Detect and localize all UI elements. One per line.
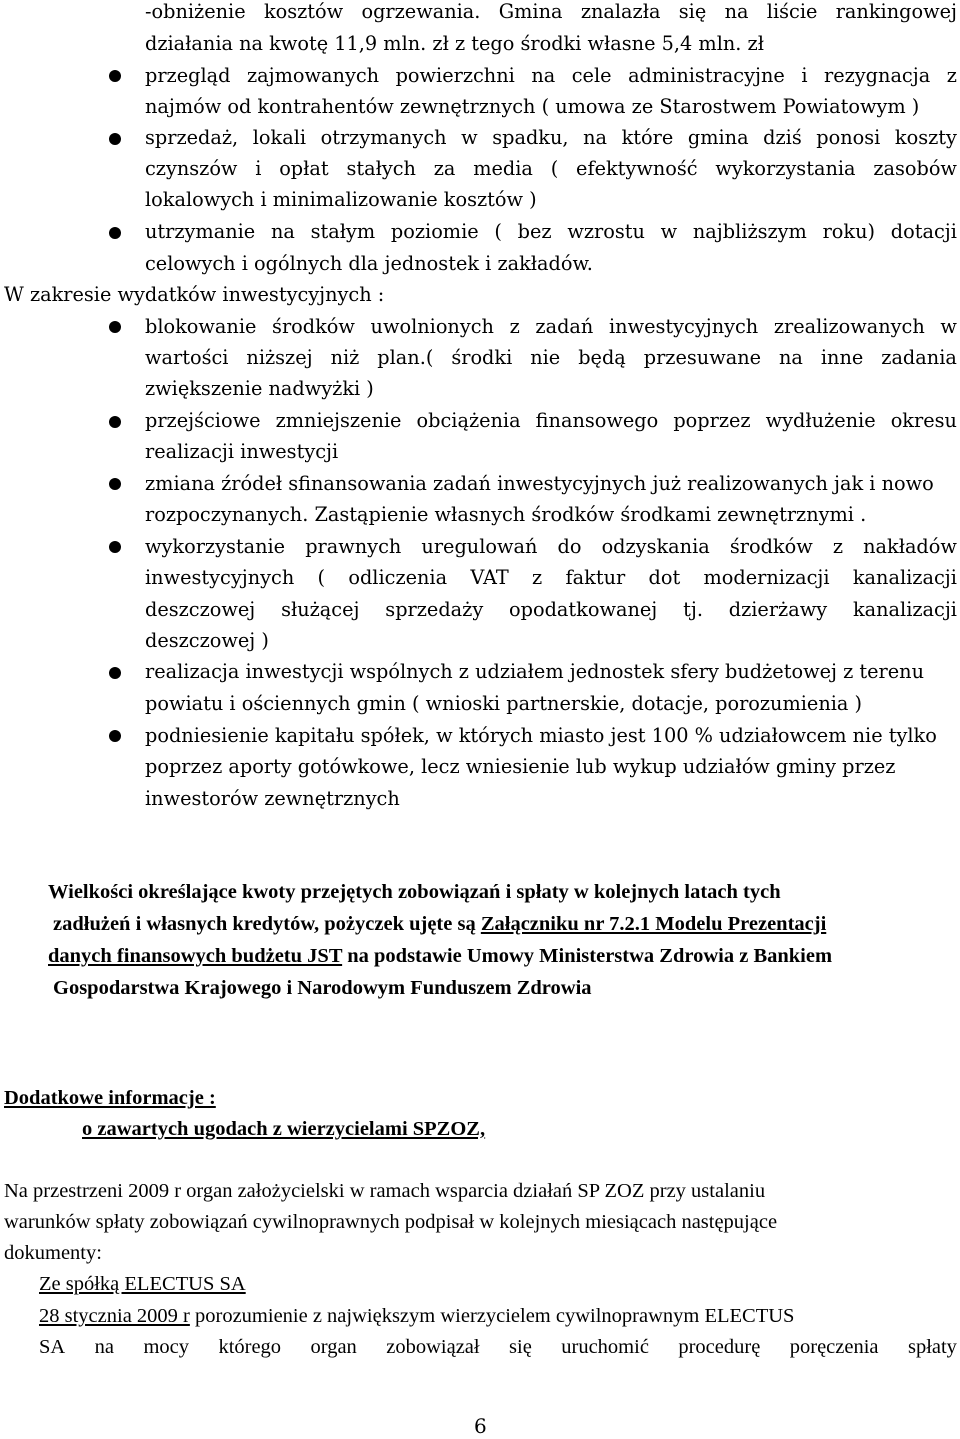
text-line bbox=[145, 60, 957, 91]
word: którego bbox=[218, 1336, 282, 1358]
word: wartości bbox=[145, 346, 229, 369]
bullet-icon bbox=[109, 541, 121, 553]
word: ogrzewania. bbox=[361, 0, 481, 23]
text-line bbox=[39, 1332, 957, 1363]
text-line: realizacji inwestycji bbox=[145, 440, 339, 463]
word: i bbox=[801, 64, 808, 87]
text-line bbox=[145, 216, 957, 247]
word: dotacji bbox=[890, 220, 957, 243]
bullet-icon bbox=[109, 70, 121, 82]
word: uwolnionych bbox=[370, 315, 494, 338]
word: inwestycyjnych bbox=[145, 566, 295, 589]
word: znalazła bbox=[580, 0, 661, 23]
word: zadań bbox=[535, 315, 594, 338]
word: poziomie bbox=[390, 220, 479, 243]
word: VAT bbox=[470, 566, 509, 589]
word: ( bbox=[550, 157, 559, 180]
word: rankingowej bbox=[835, 0, 957, 23]
word: modernizacji bbox=[703, 566, 830, 589]
word: z bbox=[946, 64, 957, 87]
word: dziś bbox=[763, 126, 802, 149]
text-line: działania na kwotę 11,9 mln. zł z tego środki własne 5,4 mln. zł bbox=[145, 32, 764, 55]
word: plan.( bbox=[377, 346, 434, 369]
word: deszczowej bbox=[145, 598, 256, 621]
bullet-icon bbox=[109, 667, 121, 679]
word: inwestycyjnych bbox=[608, 315, 759, 338]
text-line: dokumenty: bbox=[4, 1242, 102, 1264]
bullet-icon bbox=[109, 416, 121, 428]
bullet-icon bbox=[109, 227, 121, 239]
text-line bbox=[145, 594, 957, 625]
word: z bbox=[509, 315, 520, 338]
word: wzrostu bbox=[567, 220, 645, 243]
bold-text: na podstawie Umowy Ministerstwa Zdrowia z Bankiem bbox=[342, 945, 833, 967]
word: opodatkowanej bbox=[509, 598, 658, 621]
bullet-icon bbox=[109, 133, 121, 145]
text-line bbox=[145, 562, 957, 593]
word: zadania bbox=[881, 346, 957, 369]
word: roku) bbox=[822, 220, 876, 243]
word: efektywność bbox=[576, 157, 698, 180]
page-number: 6 bbox=[474, 1414, 487, 1438]
word: liście bbox=[766, 0, 818, 23]
word: wykorzystanie bbox=[145, 535, 286, 558]
text-line: celowych i ogólnych dla jednostek i zakładów. bbox=[145, 252, 593, 275]
text-line: warunków spłaty zobowiązań cywilnoprawnych podpisał w kolejnych miesiącach następujące bbox=[4, 1211, 778, 1233]
text-line bbox=[39, 1301, 794, 1332]
word: blokowanie bbox=[145, 315, 257, 338]
word: dot bbox=[648, 566, 681, 589]
word: czynszów bbox=[145, 157, 238, 180]
text-line: podniesienie kapitału spółek, w których miasto jest 100 % udziałowcem nie tylko bbox=[145, 724, 937, 747]
word: opłat bbox=[279, 157, 329, 180]
word: niższej bbox=[246, 346, 313, 369]
text-line bbox=[145, 0, 957, 27]
agreement-date: 28 stycznia 2009 r bbox=[39, 1305, 190, 1327]
word: przejściowe bbox=[145, 409, 261, 432]
word: środków bbox=[272, 315, 355, 338]
word: poprzez bbox=[673, 409, 751, 432]
text-line: zwiększenie nadwyżki ) bbox=[145, 377, 374, 400]
word: na bbox=[724, 0, 749, 23]
company-heading: Ze spółką ELECTUS SA bbox=[39, 1273, 246, 1295]
word: na bbox=[583, 126, 608, 149]
text-span: porozumienie z największym wierzycielem cywilnoprawnym ELECTUS bbox=[189, 1305, 795, 1327]
annex-reference: Załączniku nr 7.2.1 Modelu Prezentacji bbox=[480, 913, 827, 935]
word: przesuwane bbox=[643, 346, 762, 369]
word: nie bbox=[530, 346, 561, 369]
word: spadku, bbox=[492, 126, 569, 149]
word: ( bbox=[494, 220, 502, 243]
word: otrzymanych bbox=[320, 126, 447, 149]
word: odliczenia bbox=[348, 566, 448, 589]
word: organ bbox=[310, 1336, 357, 1358]
word: zrealizowanych bbox=[773, 315, 925, 338]
word: w bbox=[940, 315, 957, 338]
text-line bbox=[145, 405, 957, 436]
word: SA bbox=[39, 1336, 66, 1358]
text-line: deszczowej ) bbox=[145, 629, 269, 652]
word: na bbox=[531, 64, 556, 87]
word: zasobów bbox=[873, 157, 957, 180]
word: sprzedaży bbox=[385, 598, 484, 621]
bold-paragraph-line bbox=[48, 941, 832, 972]
word: na bbox=[779, 346, 803, 369]
word: na bbox=[270, 220, 295, 243]
word: procedurę bbox=[678, 1336, 761, 1358]
word: tj. bbox=[683, 598, 703, 621]
bullet-icon bbox=[109, 478, 121, 490]
word: -obniżenie bbox=[145, 0, 246, 23]
word: faktur bbox=[565, 566, 626, 589]
text-line: inwestorów zewnętrznych bbox=[145, 787, 400, 810]
word: zmniejszenie bbox=[275, 409, 402, 432]
text-line bbox=[145, 342, 957, 373]
text-line bbox=[145, 531, 957, 562]
word: bez bbox=[517, 220, 552, 243]
additional-info-subheading: o zawartych ugodach z wierzycielami SPZOZ, bbox=[82, 1118, 486, 1140]
word: sprzedaż, bbox=[145, 126, 239, 149]
word: w bbox=[660, 220, 678, 243]
word: ( bbox=[317, 566, 326, 589]
word: obciążenia bbox=[416, 409, 521, 432]
text-line: rozpoczynanych. Zastąpienie własnych środków środkami zewnętrznymi . bbox=[145, 503, 867, 526]
word: gmina bbox=[687, 126, 749, 149]
text-line: lokalowych i minimalizowanie kosztów ) bbox=[145, 188, 537, 211]
text-line: realizacja inwestycji wspólnych z udziałem jednostek sfery budżetowej z terenu bbox=[145, 660, 924, 683]
word: kanalizacji bbox=[852, 566, 957, 589]
word: nakładów bbox=[863, 535, 957, 558]
word: okresu bbox=[890, 409, 957, 432]
word: kosztów bbox=[263, 0, 344, 23]
bullet-icon bbox=[109, 321, 121, 333]
word: media bbox=[473, 157, 533, 180]
word: stałym bbox=[310, 220, 376, 243]
word: utrzymanie bbox=[145, 220, 256, 243]
word: wykorzystania bbox=[715, 157, 856, 180]
word: lokali bbox=[252, 126, 307, 149]
bullet-icon bbox=[109, 730, 121, 742]
word: mocy bbox=[143, 1336, 189, 1358]
word: się bbox=[678, 0, 707, 23]
text-line bbox=[145, 311, 957, 342]
text-line bbox=[145, 153, 957, 184]
word: najbliższym bbox=[692, 220, 807, 243]
additional-info-heading: Dodatkowe informacje : bbox=[4, 1087, 216, 1109]
word: prawnych bbox=[305, 535, 402, 558]
word: kanalizacji bbox=[852, 598, 957, 621]
word: będą bbox=[578, 346, 626, 369]
word: cele bbox=[571, 64, 612, 87]
word: się bbox=[509, 1336, 532, 1358]
section-heading: W zakresie wydatków inwestycyjnych : bbox=[4, 283, 385, 306]
word: inne bbox=[820, 346, 864, 369]
word: spłaty bbox=[907, 1336, 957, 1358]
word: powierzchni bbox=[395, 64, 515, 87]
word: na bbox=[94, 1336, 115, 1358]
word: stałych bbox=[346, 157, 416, 180]
word: ponosi bbox=[816, 126, 881, 149]
word: zobowiązał bbox=[386, 1336, 480, 1358]
word: uregulowań bbox=[421, 535, 538, 558]
word: niż bbox=[330, 346, 360, 369]
word: z bbox=[532, 566, 543, 589]
word: w bbox=[461, 126, 478, 149]
text-line: zmiana źródeł sfinansowania zadań inwestycyjnych już realizowanych jak i nowo bbox=[145, 472, 934, 495]
word: administracyjne bbox=[628, 64, 785, 87]
bold-paragraph-line bbox=[53, 909, 826, 940]
text-line: powiatu i ościennych gmin ( wnioski partnerskie, dotacje, porozumienia ) bbox=[145, 692, 863, 715]
word: które bbox=[621, 126, 674, 149]
bold-paragraph-line: Gospodarstwa Krajowego i Narodowym Funduszem Zdrowia bbox=[53, 977, 592, 999]
word: zajmowanych bbox=[247, 64, 380, 87]
text-line: Na przestrzeni 2009 r organ założycielski w ramach wsparcia działań SP ZOZ przy ustalaniu bbox=[4, 1180, 766, 1202]
bold-paragraph-line: Wielkości określające kwoty przejętych zobowiązań i spłaty w kolejnych latach tych bbox=[48, 881, 781, 903]
word: do bbox=[557, 535, 582, 558]
word: dzierżawy bbox=[728, 598, 828, 621]
bold-text: zadłużeń i własnych kredytów, pożyczek ujęte są bbox=[53, 913, 481, 935]
word: wydłużenie bbox=[765, 409, 876, 432]
word: poręczenia bbox=[789, 1336, 879, 1358]
text-line: poprzez aporty gotówkowe, lecz wniesienie lub wykup udziałów gminy przez bbox=[145, 755, 896, 778]
word: z bbox=[832, 535, 843, 558]
word: uruchomić bbox=[561, 1336, 649, 1358]
word: służącej bbox=[281, 598, 360, 621]
word: za bbox=[433, 157, 456, 180]
word: rezygnacja bbox=[824, 64, 931, 87]
word: środków bbox=[729, 535, 813, 558]
word: finansowego bbox=[535, 409, 659, 432]
text-line bbox=[145, 122, 957, 153]
text-line: najmów od kontrahentów zewnętrznych ( umowa ze Starostwem Powiatowym ) bbox=[145, 95, 920, 118]
word: odzyskania bbox=[601, 535, 710, 558]
word: koszty bbox=[894, 126, 957, 149]
annex-reference-continued: danych finansowych budżetu JST bbox=[48, 945, 343, 967]
word: i bbox=[255, 157, 262, 180]
word: środki bbox=[451, 346, 513, 369]
word: Gmina bbox=[498, 0, 563, 23]
word: przegląd bbox=[145, 64, 231, 87]
